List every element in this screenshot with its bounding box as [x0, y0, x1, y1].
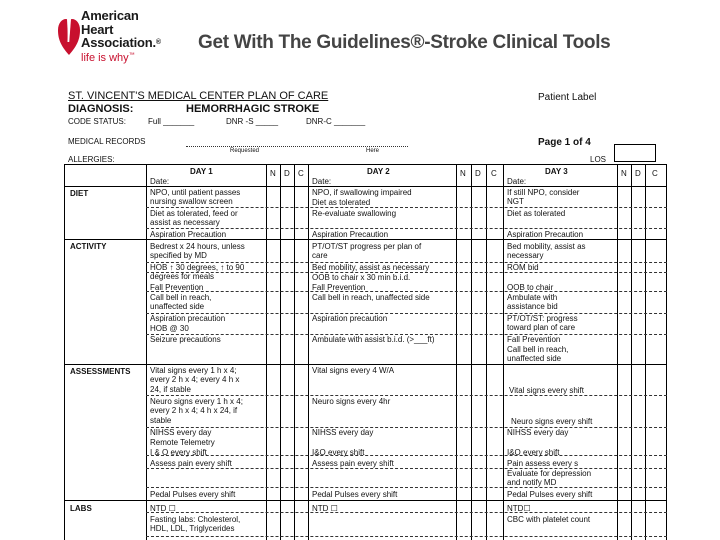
diet-day3-item: If still NPO, consider NGT [507, 188, 580, 207]
activity-day3-item: Bed mobility, assist as necessary [507, 242, 586, 261]
org-name-line-1: American [81, 8, 139, 23]
assessments-day1-item: Assess pain every shift [150, 459, 232, 468]
organization-name [81, 9, 161, 50]
labs-day1-item: Fasting labs: Cholesterol, HDL, LDL, Triglycerides [150, 515, 241, 534]
day2-n-header: N [460, 169, 466, 178]
day3-c-header: C [652, 169, 658, 178]
assessments-day1-item: NIHSS every day [150, 428, 212, 437]
diet-day2-item: Aspiration Precaution [312, 230, 389, 239]
day2-c-header: C [491, 169, 497, 178]
row-separator [146, 455, 667, 456]
section-labs-label: LABS [70, 504, 92, 513]
diet-day3-item: Diet as tolerated [507, 209, 566, 218]
diet-day1-item: NPO, until patient passes nursing swallow screen [150, 188, 241, 207]
org-name-line-3 [81, 36, 161, 50]
activity-day2-item: Call bell in reach, unaffected side [312, 293, 430, 302]
row-separator [146, 291, 667, 292]
assessments-day2-item: I&O every shift [312, 448, 365, 457]
activity-day1-item: Seizure precautions [150, 335, 221, 344]
assessments-day3-item: Evaluate for depression and notify MD [507, 469, 592, 488]
tagline [81, 52, 135, 64]
labs-day1-ntd-checkbox[interactable]: NTD ☐ [150, 504, 176, 513]
registered-mark: ® [155, 39, 161, 46]
activity-day3-item: ROM bid [507, 263, 539, 272]
col-divider-d2 [471, 164, 472, 540]
activity-day1-item: HOB @ 30 [150, 324, 189, 333]
activity-day1-item: Fall Prevention [150, 283, 204, 292]
row-separator [146, 536, 667, 537]
labs-day2-ntd-checkbox[interactable]: NTD ☐ [312, 504, 338, 513]
medical-records-line [186, 146, 408, 147]
code-option-dnr-s: DNR -S _____ [226, 117, 279, 126]
assessments-day1-item: I & O every shift [150, 448, 207, 457]
day2-d-header: D [475, 169, 481, 178]
col-divider-day1 [146, 164, 147, 540]
diet-day2-item: Diet as tolerated [312, 198, 371, 207]
assessments-day2-item: Pedal Pulses every shift [312, 490, 398, 499]
day2-date-label: Date: [312, 177, 332, 186]
day1-n-header: N [270, 169, 276, 178]
tagline-text: life is why [81, 52, 129, 64]
code-option-full: Full _______ [148, 117, 195, 126]
section-activity-label: ACTIVITY [70, 242, 107, 251]
org-name-line-3-text: Association. [81, 35, 156, 50]
assessments-day3-item: Pedal Pulses every shift [507, 490, 593, 499]
day1-header: DAY 1 [190, 167, 213, 176]
trademark-mark: ™ [128, 52, 135, 59]
assessments-day1-item: Pedal Pulses every shift [150, 490, 236, 499]
here-label: Here [366, 148, 380, 154]
diet-day1-item: Diet as tolerated, feed or assist as necessary [150, 209, 238, 228]
patient-label: Patient Label [538, 92, 597, 103]
col-divider-d1 [280, 164, 281, 540]
assessments-section-border [64, 500, 667, 501]
col-divider-n2 [456, 164, 457, 540]
day3-header: DAY 3 [545, 167, 568, 176]
col-divider-n1 [266, 164, 267, 540]
day3-d-header: D [635, 169, 641, 178]
col-divider-n3 [617, 164, 618, 540]
day1-c-header: C [298, 169, 304, 178]
los-input-box[interactable] [614, 144, 656, 162]
section-diet-label: DIET [70, 189, 89, 198]
labs-day3-ntd-checkbox[interactable]: NTD☐ [507, 504, 531, 513]
allergies-label: ALLERGIES: [68, 155, 115, 164]
table-top-border [64, 164, 667, 165]
activity-day1-item: Bedrest x 24 hours, unless specified by MD [150, 242, 245, 261]
activity-day1-item: Call bell in reach, unaffected side [150, 293, 212, 312]
day2-header: DAY 2 [367, 167, 390, 176]
assessments-day2-item: Assess pain every shift [312, 459, 394, 468]
col-right-border [666, 164, 667, 540]
activity-day2-item: PT/OT/ST progress per plan of care [312, 242, 422, 261]
activity-day2-item: Ambulate with assist b.i.d. (>___ft) [312, 335, 435, 344]
labs-day3-item: CBC with platelet count [507, 515, 591, 524]
activity-day3-item: Fall Prevention [507, 335, 561, 344]
row-separator [146, 512, 667, 513]
page-title: Get With The Guidelines®-Stroke Clinical Tools [198, 32, 611, 53]
los-label: LOS [590, 155, 607, 164]
assessments-day1-item: Neuro signs every 1 h x 4; every 2 h x 4; 4 h x 24, if stable [150, 397, 243, 425]
col-divider-c3 [645, 164, 646, 540]
col-left-border [64, 164, 65, 540]
day3-date-label: Date: [507, 177, 527, 186]
col-divider-d3 [631, 164, 632, 540]
assessments-day3-item: NIHSS every day [507, 428, 569, 437]
assessments-day2-item: Vital signs every 4 W/A [312, 366, 395, 375]
diagnosis-label: DIAGNOSIS: [68, 103, 134, 115]
assessments-day3-item: Neuro signs every shift [511, 417, 593, 426]
activity-day2-item: Fall Prevention [312, 283, 366, 292]
requested-label: Requested [230, 148, 260, 154]
activity-day3-item: Call bell in reach, unaffected side [507, 345, 569, 364]
medical-records-label: MEDICAL RECORDS [68, 137, 146, 146]
day1-date-label: Date: [150, 177, 170, 186]
row-separator [146, 427, 667, 428]
section-assessments-label: ASSESSMENTS [70, 367, 131, 376]
activity-day2-item: OOB to chair x 30 min b.i.d. [312, 273, 411, 282]
diet-day2-item: NPO, if swallowing impaired [312, 188, 412, 197]
activity-day2-item: Bed mobility, assist as necessary [312, 263, 430, 272]
activity-day3-item: Ambulate with assistance bid [507, 293, 558, 312]
heart-torch-logo-icon [58, 8, 80, 56]
hospital-plan-title: ST. VINCENT'S MEDICAL CENTER PLAN OF CARE [68, 90, 329, 102]
code-status-label: CODE STATUS: [68, 117, 126, 126]
assessments-day1-item: Vital signs every 1 h x 4; every 2 h x 4; every 4 h x 24, if stable [150, 366, 240, 394]
org-name-line-2: Heart [81, 21, 114, 37]
col-divider-day3 [503, 164, 504, 540]
diet-day2-item: Re-evaluate swallowing [312, 209, 397, 218]
col-divider-c2 [486, 164, 487, 540]
activity-day3-item: OOB to chair [507, 283, 554, 292]
diet-day3-item: Aspiration Precaution [507, 230, 584, 239]
activity-day3-item: PT/OT/ST: progress toward plan of care [507, 314, 578, 333]
assessments-day2-item: NIHSS every day [312, 428, 374, 437]
row-separator [146, 207, 667, 208]
page-indicator: Page 1 of 4 [538, 137, 591, 148]
assessments-day3-item: Vital signs every shift [509, 386, 584, 395]
diet-day1-item: Aspiration Precaution [150, 230, 227, 239]
assessments-day3-item: Pain assess every s [507, 459, 579, 468]
diagnosis-value: HEMORRHAGIC STROKE [186, 103, 320, 115]
row-separator [146, 395, 667, 396]
col-divider-day2 [308, 164, 309, 540]
row-separator [146, 228, 667, 229]
assessments-day2-item: Neuro signs every 4hr [312, 397, 391, 406]
col-divider-c1 [294, 164, 295, 540]
day1-d-header: D [284, 169, 290, 178]
day3-n-header: N [621, 169, 627, 178]
table-header-border [64, 186, 667, 187]
activity-section-border [64, 364, 667, 365]
activity-day2-item: Aspiration precaution [312, 314, 388, 323]
activity-day1-item: Aspiration precaution [150, 314, 226, 323]
assessments-day3-item: I&O every shift [507, 448, 560, 457]
activity-day1-item: HOB ↑ 30 degrees, ↑ to 90 degrees for meals [150, 263, 245, 282]
assessments-day1-item: Remote Telemetry [150, 438, 215, 447]
code-option-dnr-c: DNR-C _______ [306, 117, 366, 126]
